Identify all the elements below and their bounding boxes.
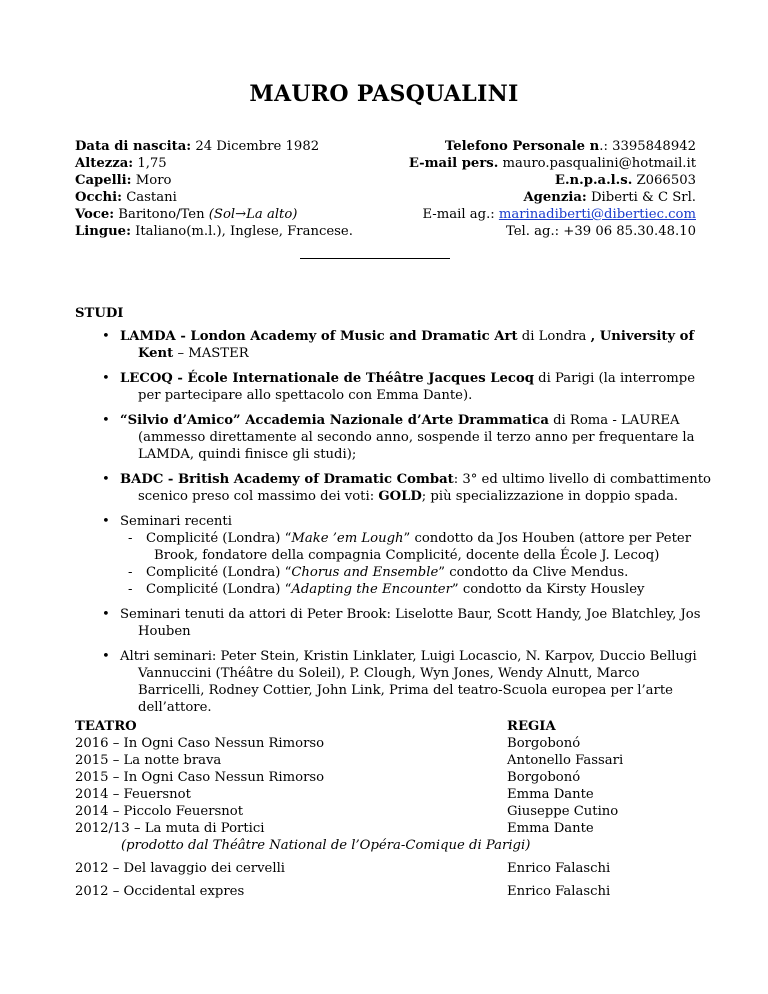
production-note: (prodotto dal Théâtre National de l’Opéra-Comique di Parigi)	[121, 838, 531, 853]
table-row: 2015 – In Ogni Caso Nessun Rimorso Borgobonó	[75, 770, 581, 785]
section-title-teatro: TEATRO	[75, 719, 137, 734]
list-item: • Altri seminari: Peter Stein, Kristin Linklater, Luigi Locascio, N. Karpov, Duccio Bellugi Vannuccini (Théâtre du Soleil), P. Clough, Wyn Jones, Wendy Alnutt, Marco Barricelli, Rodney Cottier, John Link, Prima del teatro-Scuola europea per l’arte dell’attore.	[102, 649, 697, 715]
info-height: Altezza: 1,75	[75, 156, 167, 171]
list-item: • “Silvio d’Amico” Accademia Nazionale d’Arte Drammatica di Roma - LAUREA (ammesso direttamente al secondo anno, sospende il terzo anno per frequentare la LAMDA, quindi finisce gli studi);	[102, 413, 695, 462]
bullet-icon: •	[102, 607, 110, 622]
studies-list	[102, 328, 711, 724]
bullet-icon: •	[102, 413, 110, 428]
info-agency-email: E-mail ag.: marinadiberti@dibertiec.com	[422, 207, 696, 222]
table-row: 2015 – La notte brava Antonello Fassari	[75, 753, 624, 768]
theatre-section	[75, 718, 695, 900]
contact-info	[409, 138, 696, 240]
info-hair: Capelli: Moro	[75, 173, 172, 188]
bullet-icon: •	[102, 649, 110, 664]
list-item: • LAMDA - London Academy of Music and Dramatic Art di Londra , University of Kent – MASTER	[102, 329, 695, 361]
info-agency-phone: Tel. ag.: +39 06 85.30.48.10	[505, 224, 696, 239]
section-title-regia: REGIA	[507, 719, 556, 734]
bullet-icon: •	[102, 514, 110, 529]
bullet-icon: •	[102, 329, 110, 344]
info-eyes: Occhi: Castani	[75, 190, 177, 205]
table-row: 2016 – In Ogni Caso Nessun Rimorso Borgobonó	[75, 736, 581, 751]
table-row: 2012 – Del lavaggio dei cervelli Enrico Falaschi	[75, 861, 611, 876]
list-item: • BADC - British Academy of Dramatic Combat: 3° ed ultimo livello di combattimento scenico preso col massimo dei voti: GOLD; più specializzazione in doppio spada.	[102, 472, 711, 504]
table-row: 2014 – Feuersnot Emma Dante	[75, 787, 594, 802]
info-voice: Voce: Baritono/Ten (Sol→La alto)	[75, 207, 298, 222]
list-item: • Seminari recenti - Complicité (Londra) “Make ’em Lough” condotto da Jos Houben (attore per Peter Brook, fondatore della compagnia Complicité, docente della École J. Lecoq) - Complicité (Londra) “Chorus and Ensemble” condotto da Clive Mendus. - Complicité (Londra) “Adapting the Encounter” condotto da Kirsty Housley	[120, 513, 700, 598]
list-item: • Seminari tenuti da attori di Peter Brook: Liselotte Baur, Scott Handy, Joe Blatchley, Jos Houben	[102, 607, 701, 639]
info-agency: Agenzia: Diberti & C Srl.	[523, 190, 696, 205]
bullet-icon: •	[102, 371, 110, 386]
table-row: 2012/13 – La muta di Portici Emma Dante	[75, 821, 594, 836]
table-row: 2012 – Occidental expres Enrico Falaschi	[75, 884, 611, 899]
info-languages: Lingue: Italiano(m.l.), Inglese, Francese.	[75, 224, 353, 239]
theatre-header	[75, 718, 695, 735]
separator-line	[300, 258, 450, 259]
sub-item: - Complicité (Londra) “Adapting the Encounter” condotto da Kirsty Housley	[128, 582, 645, 597]
info-phone: Telefono Personale n.: 3395848942	[444, 139, 696, 154]
bullet-icon: •	[102, 472, 110, 487]
section-title-studi: STUDI	[75, 306, 124, 321]
list-item: • LECOQ - École Internationale de Théâtre Jacques Lecoq di Parigi (la interrompe per partecipare allo spettacolo con Emma Dante).	[102, 371, 696, 403]
page-title: MAURO PASQUALINI	[249, 81, 519, 107]
sub-item: - Complicité (Londra) “Make ’em Lough” condotto da Jos Houben (attore per Peter Brook, fondatore della compagnia Complicité, docente della École J. Lecoq)	[128, 531, 692, 563]
sub-item: - Complicité (Londra) “Chorus and Ensemble” condotto da Clive Mendus.	[128, 565, 629, 580]
personal-info	[75, 138, 353, 240]
agency-email-link[interactable]: marinadiberti@dibertiec.com	[498, 207, 696, 222]
info-birthdate: Data di nascita: 24 Dicembre 1982	[75, 139, 320, 154]
info-email: E-mail pers. mauro.pasqualini@hotmail.it	[408, 156, 696, 171]
info-enpals: E.n.p.a.l.s. Z066503	[554, 173, 696, 188]
table-row: 2014 – Piccolo Feuersnot Giuseppe Cutino	[75, 804, 619, 819]
